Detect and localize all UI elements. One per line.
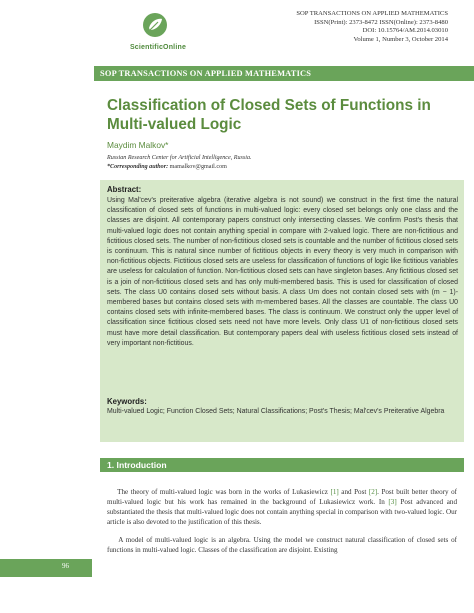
author-name: Maydim Malkov* xyxy=(107,140,169,150)
publisher-logo xyxy=(118,10,198,60)
banner-text: SOP TRANSACTIONS ON APPLIED MATHEMATICS xyxy=(100,69,312,78)
corresponding-author xyxy=(107,164,227,170)
body-text: The theory of multi-valued logic was born in the works of Lukasiewicz xyxy=(117,488,331,496)
logo-text: ScientificOnline xyxy=(129,44,187,51)
body-text: Post advanced and substantiated the thesis that multi-valued logic does not contain anything special in comparison with two-valued logic. Our article is also devoted to the justification of this thesis. xyxy=(107,498,457,527)
journal-info xyxy=(218,10,448,44)
abstract-heading: Abstract: xyxy=(107,185,142,194)
body-paragraph xyxy=(107,487,457,527)
corresponding-label: *Corresponding author: xyxy=(107,164,169,170)
citation-link[interactable]: [1] xyxy=(330,488,339,496)
body-text: . Post built better theory of multi-valued logic but his work has remained in the background of Lukasiewicz work. In xyxy=(107,488,458,507)
abstract-text: Using Mal'cev's preiterative algebra (iterative algebra is not sound) we construct in the first time the natural classification of closed sets of functions in multi-valued logic: every closed set belongs only one class and the classes are disjoint. All contemporary papers construct only intersecting classes. We confirm Post's thesis that multi-valued logic does not contain anything special in compare with 2-valued logic. There are non-fictitious and fictitious closed sets. The number of non-fictitious closed sets is countable and the number of fictitious closed sets is continuum. This is natural since number of fictitious objects in every theory is very much in comparison with non-fictitious objects. Fictitious closed sets are useless for classification of functions of logic like fictitious variables are useless for calculation of function. Non-fictitious closed sets can have singleton bases. Any fictitious closed set is a join of non-fictitious closed sets and has only multi-membered basis. This is used for classification of closed sets. The class U0 contains closed sets without basis. A class Um does not contain closed sets with (m − 1)-membered bases but contains closed sets with m-membered bases. All the classes are countable. The class U0 contains closed sets with infinite-membered bases. The class is continuum. We construct only the upper level of classification since fictitious closed sets need not have more levels. Only class U1 of non-fictitious closed sets must have more detail classification. But contemporary papers deal with useless fictitious closed sets instead of very important non-fictitious. xyxy=(107,197,458,347)
volume-info: Volume 1, Number 3, October 2014 xyxy=(353,35,448,43)
issn: ISSN(Print): 2373-8472 ISSN(Online): 2373-8480 xyxy=(314,18,448,26)
body-text: A model of multi-valued logic is an algebra. Using the model we construct natural classification of closed sets of functions in multi-valued logic. Classes of the classification are disjoint. Existing xyxy=(107,536,458,555)
page-number-tab xyxy=(0,559,92,577)
body-paragraph xyxy=(107,535,457,555)
affiliation: Russian Research Center for Artificial Intelligence, Russia. xyxy=(107,155,252,161)
keywords-heading: Keywords: xyxy=(107,397,147,406)
corresponding-email[interactable]: mamalkov@gmail.com xyxy=(169,164,227,170)
doi: DOI: 10.15764/AM.2014.03010 xyxy=(362,27,448,35)
keywords-text: Multi-valued Logic; Function Closed Sets; Natural Classifications; Post's Thesis; Mal'cev's Preiterative Algebra xyxy=(107,408,445,415)
citation-link[interactable]: [3] xyxy=(388,498,397,507)
leaf-logo-icon xyxy=(140,10,170,40)
journal-name: SOP TRANSACTIONS ON APPLIED MATHEMATICS xyxy=(296,10,448,17)
citation-link[interactable]: [2] xyxy=(368,488,378,496)
section-title: 1. Introduction xyxy=(107,460,167,470)
body-text: and Post xyxy=(338,488,369,496)
page-number: 96 xyxy=(62,562,69,570)
article-title: Classification of Closed Sets of Functions in Multi-valued Logic xyxy=(107,97,431,133)
